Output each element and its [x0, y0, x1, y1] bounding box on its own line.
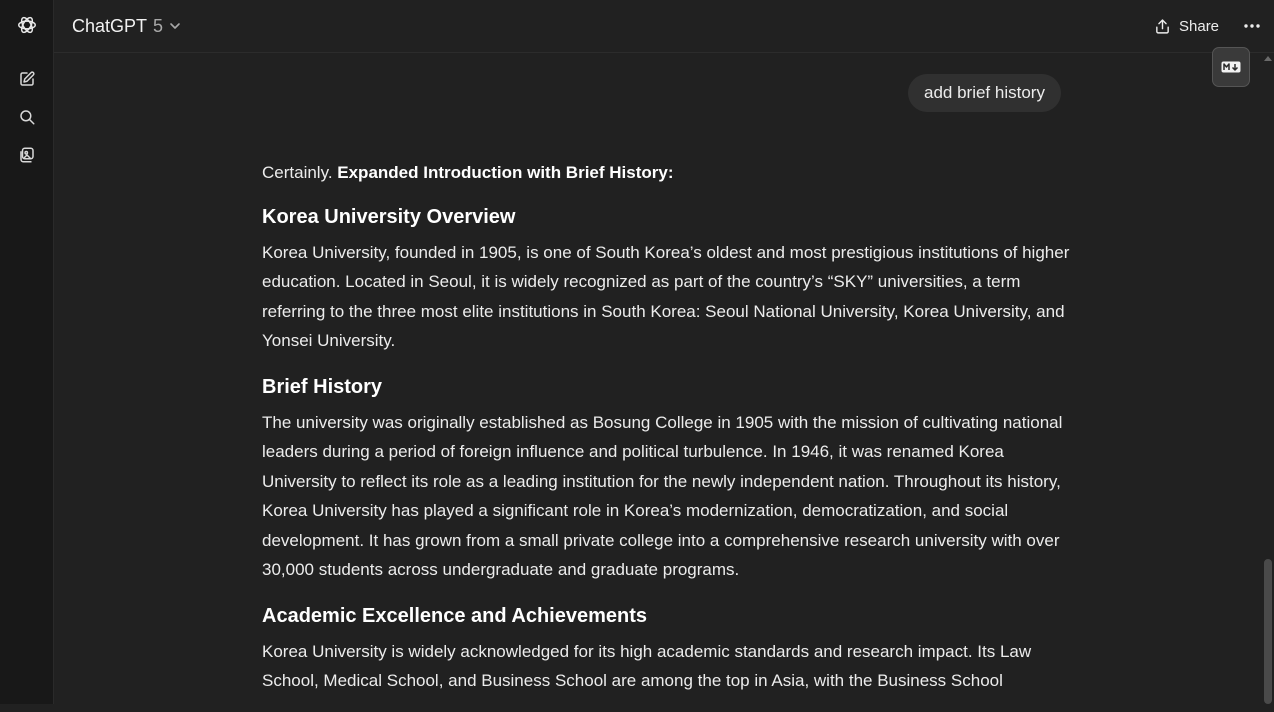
scrollbar[interactable]	[1262, 54, 1274, 704]
share-button[interactable]	[1148, 12, 1225, 40]
section-heading: Brief History	[262, 375, 383, 398]
response-intro	[262, 158, 1072, 188]
share-icon	[1154, 18, 1171, 35]
section-heading: Korea University Overview	[262, 205, 516, 228]
section-heading: Academic Excellence and Achievements	[262, 604, 647, 627]
sidebar	[0, 0, 54, 704]
intro-text: Certainly.	[262, 163, 338, 182]
markdown-icon	[1221, 61, 1241, 73]
model-switcher[interactable]	[66, 12, 187, 40]
openai-logo-icon[interactable]	[14, 12, 40, 38]
library-icon[interactable]	[14, 142, 40, 168]
user-message-text: add brief history	[924, 83, 1045, 102]
chevron-down-icon	[169, 20, 181, 32]
scrollbar-thumb[interactable]	[1264, 559, 1272, 704]
assistant-response	[262, 158, 1072, 712]
markdown-download-button[interactable]	[1212, 47, 1250, 87]
more-options-button[interactable]	[1238, 12, 1266, 40]
section-paragraph: The university was originally established as Bosung College in 1905 with the mission of cultivating national leaders during a period of foreign influence and political turbulence. In 1946, it was renamed Korea University to reflect its role as a leading institution for the newly independent nation. Throughout its history, Korea University has played a significant role in Korea’s modernization, democratization, and social development. It has grown from a small private college into a comprehensive research university with over 30,000 students across undergraduate and graduate programs.	[262, 412, 1063, 579]
section-paragraph: Korea University, founded in 1905, is one of South Korea’s oldest and most prestigious institutions of higher education. Located in Seoul, it is widely recognized as part of the country’s “SKY” universities, a term referring to the three most elite institutions in South Korea: Seoul National University, Korea University, and Yonsei University.	[262, 242, 1070, 350]
scroll-up-arrow-icon[interactable]	[1264, 56, 1272, 61]
model-version: 5	[153, 15, 164, 36]
model-name: ChatGPT	[72, 15, 148, 36]
top-bar	[54, 0, 1274, 53]
search-icon[interactable]	[14, 104, 40, 130]
share-label: Share	[1179, 17, 1220, 35]
new-chat-icon[interactable]	[14, 66, 40, 92]
intro-bold-text: Expanded Introduction with Brief History:	[337, 163, 674, 182]
main-panel	[54, 0, 1274, 704]
user-message-bubble	[908, 74, 1061, 112]
section-paragraph: Korea University is widely acknowledged for its high academic standards and research impact. Its Law School, Medical School, and Business School are among the top in Asia, with the Business School	[262, 641, 1032, 690]
ellipsis-icon	[1243, 23, 1261, 29]
